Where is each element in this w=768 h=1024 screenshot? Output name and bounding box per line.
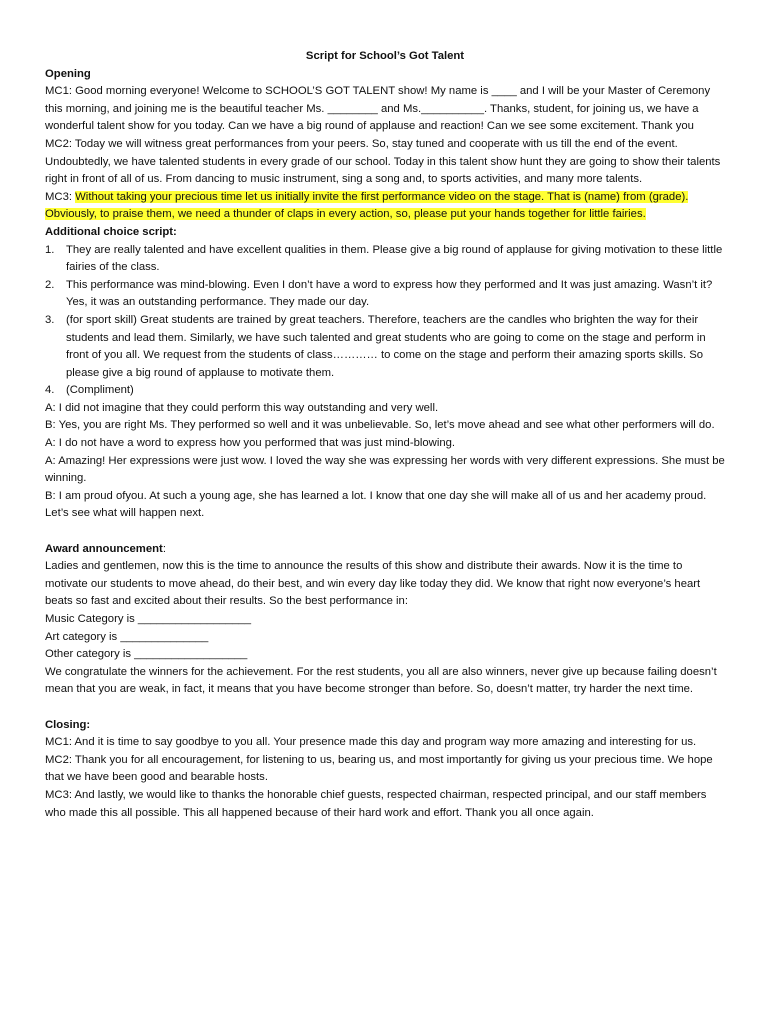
award-heading-line	[45, 541, 725, 559]
additional-heading: Additional choice script:	[45, 225, 177, 238]
additional-section	[45, 224, 725, 523]
award-category-art: Art category is ______________	[45, 630, 209, 643]
closing-mc1: MC1: And it is time to say goodbye to you all. Your presence made this day and program way more amazing and interesting for us.	[45, 736, 697, 749]
section-spacer	[45, 523, 725, 541]
list-item-number: 3.	[45, 313, 55, 326]
list-item-text: They are really talented and have excellent qualities in them. Please give a big round of applause for giving motivation to these little fairies of the class.	[66, 243, 723, 274]
dialogue-line: B: I am proud ofyou. At such a young age, she has learned a lot. I know that one day she will make all of us and her academy proud. Let’s see what will happen next.	[45, 489, 707, 520]
opening-section	[45, 66, 725, 224]
opening-mc3	[45, 189, 725, 224]
opening-mc2: MC2: Today we will witness great performances from your peers. So, stay tuned and cooperate with us till the end of the event. Undoubtedly, we have talented students in every grade of our school. Today in this talent show hunt they are going to show their talents right in front of all of us. From dancing to music instrument, sing a song and, to sports activities, and many more talents.	[45, 137, 721, 186]
closing-heading: Closing:	[45, 718, 91, 731]
section-spacer	[45, 699, 725, 717]
opening-mc1: MC1: Good morning everyone! Welcome to SCHOOL’S GOT TALENT show! My name is ____ and I will be your Master of Ceremony this morning, and joining me is the beautiful teacher Ms. ________ and Ms.__________. Thanks, student, for joining us, we have a wonderful talent show for you today. Can we have a big round of applause and reaction! Can we see some excitement. Thank you	[45, 85, 711, 133]
award-category-other: Other category is __________________	[45, 648, 248, 661]
list-item-text: (Compliment)	[66, 384, 134, 397]
document-title: Script for School’s Got Talent	[305, 50, 465, 62]
list-item-text: (for sport skill) Great students are trained by great teachers. Therefore, teachers are the candles who brighten the way for their students and lead them. Similarly, we have such talented and great students who are going to come on the stage and perform in front of you all. We request from the students of class………… to come on the stage and perform their amazing sports skills. So please give a big round of applause to motivate them.	[66, 313, 706, 379]
dialogue-line: A: I did not imagine that they could perform this way outstanding and very well.	[45, 401, 439, 414]
closing-section	[45, 717, 725, 823]
dialogue-line: A: Amazing! Her expressions were just wow. I loved the way she was expressing her words with very different expressions. She must be winning.	[45, 454, 725, 485]
list-item	[45, 277, 725, 312]
closing-mc2: MC2: Thank you for all encouragement, for listening to us, bearing us, and most importantly for giving us your precious time. We hope that we have been good and bearable hosts.	[45, 753, 713, 784]
dialogue-line: B: Yes, you are right Ms. They performed so well and it was unbelievable. So, let’s move ahead and see what other performers will do.	[45, 419, 715, 432]
additional-choice-list	[45, 242, 725, 400]
award-category-music: Music Category is __________________	[45, 613, 252, 625]
document-page	[45, 48, 725, 822]
opening-mc3-highlight: Without taking your precious time let us initially invite the first performance video on the stage. That is (name) from (grade). Obviously, to praise them, we need a thunder of claps in every action, so, please put your hands together for little fairies.	[45, 190, 689, 221]
opening-heading: Opening	[45, 67, 91, 80]
list-item-number: 4.	[45, 384, 55, 397]
award-heading: Award announcement	[45, 542, 163, 555]
award-intro: Ladies and gentlemen, now this is the time to announce the results of this show and distribute their awards. Now it is the time to motivate our students to move ahead, do their best, and win every day like today they did. We know that right now everyone’s heart beats so fast and excited about their results. So the best performance in:	[45, 560, 701, 608]
award-congrats: We congratulate the winners for the achievement. For the rest students, you all are also winners, never give up because failing doesn’t mean that you are weak, in fact, it means that you have become stronger than before. So, doesn’t matter, try harder the next time.	[45, 665, 717, 696]
award-section	[45, 541, 725, 699]
dialogue-line: A: I do not have a word to express how you performed that was just mind-blowing.	[45, 437, 456, 450]
award-heading-colon: :	[162, 542, 166, 555]
list-item	[45, 312, 725, 382]
closing-mc3: MC3: And lastly, we would like to thanks the honorable chief guests, respected chairman, respected principal, and our staff members who made this all possible. This all happened because of their hard work and effort. Thank you all once again.	[45, 788, 707, 819]
list-item-number: 1.	[45, 243, 55, 256]
list-item	[45, 382, 725, 400]
opening-mc3-prefix: MC3:	[45, 190, 76, 203]
list-item-text: This performance was mind-blowing. Even I don’t have a word to express how they performed and It was just amazing. Wasn’t it? Yes, it was an outstanding performance. They made our day.	[66, 278, 713, 309]
list-item-number: 2.	[45, 278, 55, 291]
list-item	[45, 242, 725, 277]
